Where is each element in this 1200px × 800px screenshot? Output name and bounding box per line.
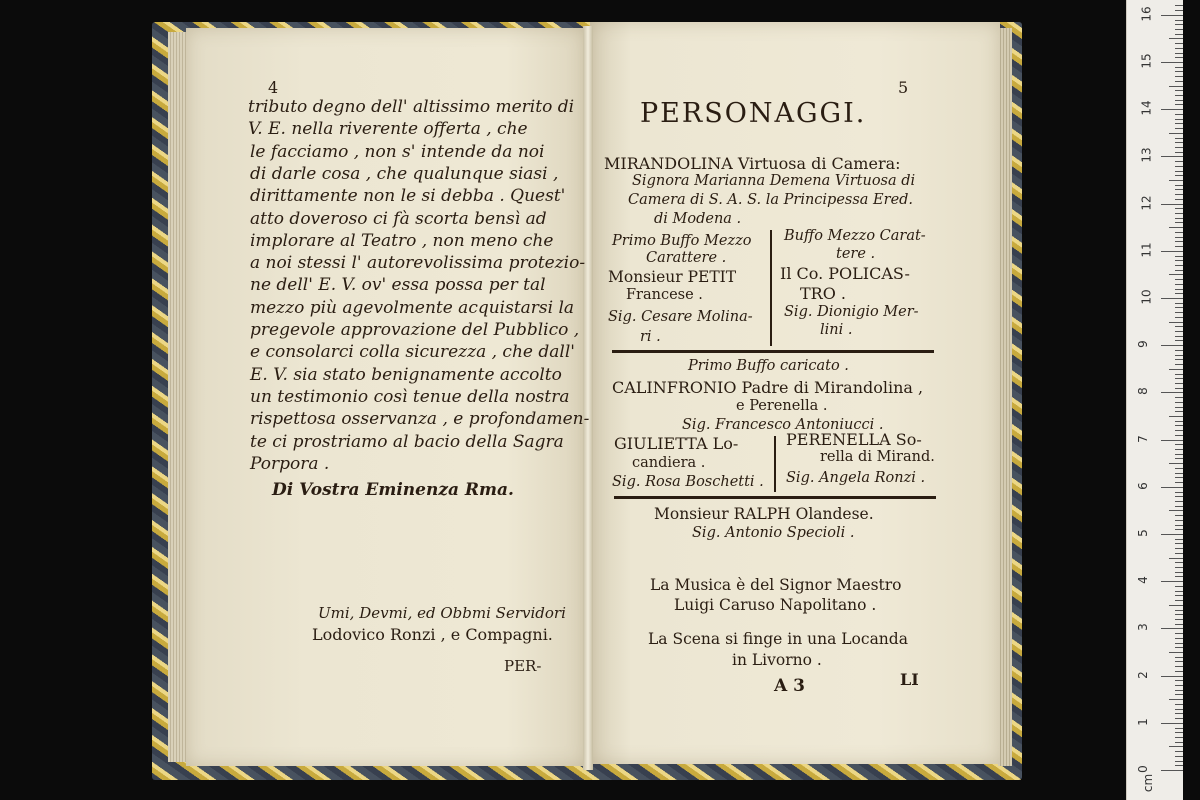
ruler-tick <box>1161 676 1183 677</box>
music-line-1: La Musica è del Signor Maestro <box>650 576 902 594</box>
left-body-line: e consolarci colla sicurezza , che dall' <box>250 342 575 363</box>
left-body-line: dirittamente non le si debba . Quest' <box>250 186 566 207</box>
personaggi-heading: PERSONAGGI. <box>640 98 867 129</box>
ruler-tick <box>1175 657 1183 658</box>
left-page-number: 4 <box>268 78 279 97</box>
pair1-left-2: Carattere . <box>646 250 727 266</box>
ruler-tick <box>1175 364 1183 365</box>
ruler-tick <box>1175 119 1183 120</box>
ruler-tick <box>1175 336 1183 337</box>
book-gutter <box>583 26 593 770</box>
page-edges-left <box>168 32 188 762</box>
mirandolina-name: MIRANDOLINA Virtuosa di Camera: <box>604 154 901 173</box>
ruler-tick <box>1161 770 1183 771</box>
ruler-tick <box>1161 15 1183 16</box>
ruler-tick <box>1175 610 1183 611</box>
ruler-tick <box>1175 29 1183 30</box>
rule-2 <box>614 496 936 499</box>
ruler-tick <box>1175 600 1183 601</box>
left-body-line: E. V. sia stato benignamente accolto <box>250 364 562 385</box>
ruler-tick <box>1175 477 1183 478</box>
ruler-tick <box>1175 222 1183 223</box>
pair1-right-1: Buffo Mezzo Carat- <box>784 228 926 244</box>
ruler-label: 0 <box>1135 765 1150 773</box>
ruler-label: 4 <box>1135 576 1150 585</box>
rule-1 <box>612 350 934 353</box>
ruler-tick <box>1175 520 1183 521</box>
ruler-tick <box>1175 751 1183 752</box>
ruler-tick <box>1161 204 1183 205</box>
ruler-tick <box>1169 369 1183 370</box>
ruler-tick <box>1175 189 1183 190</box>
ruler-tick <box>1175 402 1183 403</box>
ralph-singer: Sig. Antonio Specioli . <box>692 525 855 541</box>
ruler-tick <box>1175 279 1183 280</box>
ruler-tick <box>1175 576 1183 577</box>
ruler-tick <box>1175 718 1183 719</box>
ruler-tick <box>1175 435 1183 436</box>
ruler-label: 1 <box>1135 717 1150 726</box>
ruler-tick <box>1175 515 1183 516</box>
ruler-tick <box>1175 43 1183 44</box>
ruler-tick <box>1175 572 1183 573</box>
music-line-2: Luigi Caruso Napolitano . <box>674 596 877 614</box>
mirandolina-singer-3: di Modena . <box>654 211 742 227</box>
ruler-tick <box>1175 638 1183 639</box>
ruler-tick <box>1169 227 1183 228</box>
ruler-tick <box>1175 685 1183 686</box>
mirandolina-singer-1: Signora Marianna Demena Virtuosa di <box>632 173 916 189</box>
ruler-tick <box>1175 340 1183 341</box>
ruler-tick <box>1161 298 1183 299</box>
ruler-tick <box>1175 586 1183 587</box>
pair2-divider <box>774 436 776 492</box>
ruler-tick <box>1175 449 1183 450</box>
ralph-name: Monsieur RALPH Olandese. <box>654 505 874 523</box>
ruler-tick <box>1175 20 1183 21</box>
ruler-label: 11 <box>1139 242 1154 258</box>
ruler-tick <box>1161 156 1183 157</box>
ruler-tick <box>1161 534 1183 535</box>
left-body-line: tributo degno dell' altissimo merito di <box>248 97 575 117</box>
ruler-tick <box>1161 109 1183 110</box>
ruler-tick <box>1175 256 1183 257</box>
ruler-tick <box>1175 624 1183 625</box>
scene-line-1: La Scena si finge in una Locanda <box>648 630 908 648</box>
page-edges-right <box>998 28 1012 766</box>
ruler-tick <box>1175 756 1183 757</box>
ruler-tick <box>1175 374 1183 375</box>
ruler-label: 2 <box>1135 670 1150 679</box>
ruler-tick <box>1175 114 1183 115</box>
ruler-tick <box>1169 180 1183 181</box>
ruler-tick <box>1175 421 1183 422</box>
ruler-tick <box>1175 104 1183 105</box>
ruler-tick <box>1175 359 1183 360</box>
ruler-label: 9 <box>1135 340 1150 349</box>
closing-line: Di Vostra Eminenza Rma. <box>272 480 514 500</box>
ruler-tick <box>1169 322 1183 323</box>
ruler-tick <box>1175 67 1183 68</box>
ruler-tick <box>1175 123 1183 124</box>
ruler-tick <box>1175 326 1183 327</box>
ruler-tick <box>1175 468 1183 469</box>
calinfronio-second: e Perenella . <box>736 398 828 414</box>
ruler-tick <box>1175 492 1183 493</box>
ruler-tick <box>1175 694 1183 695</box>
ruler-tick <box>1161 628 1183 629</box>
ruler-tick <box>1175 388 1183 389</box>
ruler-tick <box>1169 133 1183 134</box>
ruler-tick <box>1175 270 1183 271</box>
ruler-tick <box>1175 265 1183 266</box>
ruler-tick <box>1175 232 1183 233</box>
ruler-tick <box>1175 444 1183 445</box>
left-body-line: rispettosa osservanza , e profondamen- <box>250 409 590 430</box>
ruler-tick <box>1175 595 1183 596</box>
left-body-line: le facciamo , non s' intende da noi <box>250 141 545 162</box>
left-body-line: implorare al Teatro , non meno che <box>250 230 554 251</box>
ruler-tick <box>1175 506 1183 507</box>
pair2-left-3: Sig. Rosa Boschetti . <box>612 474 764 490</box>
ruler-tick <box>1175 690 1183 691</box>
ruler-tick <box>1169 605 1183 606</box>
ruler-tick <box>1175 317 1183 318</box>
ruler-tick <box>1169 746 1183 747</box>
ruler-tick <box>1175 732 1183 733</box>
ruler-tick <box>1175 246 1183 247</box>
ruler-label: 12 <box>1139 194 1154 211</box>
ruler-tick <box>1175 161 1183 162</box>
ruler-tick <box>1175 614 1183 615</box>
pair1-left-1: Primo Buffo Mezzo <box>612 233 752 249</box>
pair1-right-3: Il Co. POLICAS- <box>780 264 910 283</box>
ruler-tick <box>1175 289 1183 290</box>
left-body-line: ne dell' E. V. ov' essa possa per tal <box>250 275 546 296</box>
ruler-tick <box>1175 350 1183 351</box>
ruler-tick <box>1175 425 1183 426</box>
ruler-tick <box>1175 378 1183 379</box>
measuring-ruler <box>1126 0 1183 800</box>
left-body-line: a noi stessi l' autorevolissima protezio- <box>250 253 586 274</box>
ruler-tick <box>1175 10 1183 11</box>
ruler-tick <box>1175 237 1183 238</box>
ruler-tick <box>1175 704 1183 705</box>
ruler-tick <box>1175 142 1183 143</box>
ruler-tick <box>1161 345 1183 346</box>
ruler-tick <box>1175 293 1183 294</box>
ruler-label: 14 <box>1139 100 1154 116</box>
ruler-tick <box>1175 430 1183 431</box>
pair1-right-2: tere . <box>836 246 876 262</box>
ruler-tick <box>1161 440 1183 441</box>
ruler-tick <box>1169 416 1183 417</box>
pair1-left-4: Francese . <box>626 287 703 303</box>
pair2-left-2: candiera . <box>632 455 706 471</box>
ruler-tick <box>1175 194 1183 195</box>
left-body-line: te ci prostriamo al bacio della Sagra <box>250 431 564 452</box>
left-body-line: di darle cosa , che qualunque siasi , <box>250 163 559 184</box>
ruler-tick <box>1175 260 1183 261</box>
pair2-right-1: PERENELLA So- <box>786 430 922 449</box>
ruler-tick <box>1175 34 1183 35</box>
ruler-tick <box>1161 251 1183 252</box>
ruler-tick <box>1175 407 1183 408</box>
ruler-tick <box>1175 48 1183 49</box>
ruler-tick <box>1175 128 1183 129</box>
ruler-tick <box>1175 152 1183 153</box>
ruler-tick <box>1175 147 1183 148</box>
ruler-label: 8 <box>1135 387 1150 396</box>
calinfronio-singer: Sig. Francesco Antoniucci . <box>682 417 884 433</box>
ruler-tick <box>1175 312 1183 313</box>
left-body-line: pregevole approvazione del Pubblico , <box>250 320 580 340</box>
pair2-left-1: GIULIETTA Lo- <box>614 434 739 453</box>
ruler-tick <box>1175 53 1183 54</box>
left-body-line: mezzo più agevolmente acquistarsi la <box>250 297 575 318</box>
ruler-tick <box>1175 57 1183 58</box>
ruler-tick <box>1175 454 1183 455</box>
ruler-tick <box>1175 166 1183 167</box>
ruler-tick <box>1175 666 1183 667</box>
ruler-tick <box>1161 581 1183 582</box>
pair2-right-3: Sig. Angela Ronzi . <box>786 470 926 486</box>
ruler-tick <box>1175 562 1183 563</box>
ruler-tick <box>1169 558 1183 559</box>
ruler-tick <box>1175 761 1183 762</box>
ruler-label: 15 <box>1139 53 1154 69</box>
ruler-tick <box>1175 208 1183 209</box>
ruler-tick <box>1175 355 1183 356</box>
ruler-tick <box>1175 100 1183 101</box>
ruler-label: 7 <box>1135 434 1150 443</box>
ruler-tick <box>1169 652 1183 653</box>
ruler-tick <box>1175 473 1183 474</box>
ruler-tick <box>1175 482 1183 483</box>
ruler-tick <box>1175 680 1183 681</box>
ruler-tick <box>1161 392 1183 393</box>
pair1-divider <box>770 230 772 346</box>
ruler-tick <box>1175 539 1183 540</box>
ruler-tick <box>1175 397 1183 398</box>
pair1-left-6: ri . <box>640 329 661 345</box>
ruler-tick <box>1175 199 1183 200</box>
ruler-tick <box>1175 643 1183 644</box>
ruler-tick <box>1175 647 1183 648</box>
ruler-tick <box>1175 661 1183 662</box>
ruler-tick <box>1175 24 1183 25</box>
ruler-tick <box>1161 487 1183 488</box>
signature-mark: A 3 <box>774 676 805 696</box>
ruler-label: 5 <box>1135 529 1150 537</box>
ruler-tick <box>1175 671 1183 672</box>
ruler-tick <box>1169 274 1183 275</box>
ruler-tick <box>1169 463 1183 464</box>
ruler-tick <box>1175 619 1183 620</box>
left-body-line: atto doveroso ci fà scorta bensì ad <box>250 208 547 229</box>
left-body-line: Porpora . <box>250 453 330 474</box>
pair1-left-3: Monsieur PETIT <box>608 268 737 286</box>
ruler-tick <box>1175 81 1183 82</box>
ruler-tick <box>1161 62 1183 63</box>
ruler-tick <box>1175 765 1183 766</box>
ruler-tick <box>1175 284 1183 285</box>
ruler-tick <box>1169 38 1183 39</box>
pair1-right-4: TRO . <box>800 284 847 303</box>
scene-line-2: in Livorno . <box>732 651 822 669</box>
ruler-tick <box>1175 331 1183 332</box>
ruler-tick <box>1169 86 1183 87</box>
signature-line: Lodovico Ronzi , e Compagni. <box>312 625 553 644</box>
pair1-right-5: Sig. Dionigio Mer- <box>784 304 919 320</box>
ruler-label: 10 <box>1139 289 1154 305</box>
ruler-tick <box>1175 95 1183 96</box>
right-page-number: 5 <box>898 78 909 97</box>
ruler-tick <box>1175 567 1183 568</box>
ruler-label: 16 <box>1139 6 1154 22</box>
left-body-line: V. E. nella riverente offerta , che <box>248 119 528 140</box>
ruler-tick <box>1175 213 1183 214</box>
ruler-tick <box>1175 713 1183 714</box>
ruler-tick <box>1175 529 1183 530</box>
ruler-tick <box>1175 553 1183 554</box>
ruler-tick <box>1175 138 1183 139</box>
ruler-tick <box>1175 525 1183 526</box>
ruler-tick <box>1175 383 1183 384</box>
ruler-tick <box>1175 90 1183 91</box>
ruler-tick <box>1175 307 1183 308</box>
ruler-tick <box>1175 76 1183 77</box>
ruler-tick <box>1175 496 1183 497</box>
ruler-tick <box>1175 709 1183 710</box>
pair1-right-6: lini . <box>820 322 853 338</box>
ruler-unit: cm <box>1141 773 1156 793</box>
pair2-right-2: rella di Mirand. <box>820 449 935 465</box>
ruler-tick <box>1175 175 1183 176</box>
calinfronio-role: Primo Buffo caricato . <box>688 358 849 374</box>
ruler-label: 6 <box>1135 481 1150 490</box>
ruler-tick <box>1175 501 1183 502</box>
ruler-tick <box>1175 171 1183 172</box>
ruler-tick <box>1175 548 1183 549</box>
ruler-tick <box>1169 699 1183 700</box>
ruler-tick <box>1175 411 1183 412</box>
ruler-tick <box>1175 458 1183 459</box>
ruler-tick <box>1175 742 1183 743</box>
ruler-tick <box>1175 737 1183 738</box>
ruler-tick <box>1175 5 1183 6</box>
calinfronio-name: CALINFRONIO Padre di Mirandolina , <box>612 378 924 397</box>
catchword: PER- <box>504 657 542 675</box>
ruler-label: 13 <box>1139 147 1154 164</box>
ruler-tick <box>1175 71 1183 72</box>
ruler-tick <box>1161 723 1183 724</box>
ruler-tick <box>1175 185 1183 186</box>
ruler-tick <box>1175 633 1183 634</box>
ruler-tick <box>1175 591 1183 592</box>
left-body-line: un testimonio così tenue della nostra <box>250 386 570 407</box>
ruler-tick <box>1175 218 1183 219</box>
ruler-label: 3 <box>1135 623 1150 632</box>
ruler-tick <box>1175 241 1183 242</box>
ruler-tick <box>1175 728 1183 729</box>
ruler-tick <box>1175 543 1183 544</box>
right-mark: LI <box>900 670 919 689</box>
pair1-left-5: Sig. Cesare Molina- <box>608 309 753 325</box>
mirandolina-singer-2: Camera di S. A. S. la Principessa Ered. <box>628 192 914 208</box>
servants-line: Umi, Devmi, ed Obbmi Servidori <box>318 604 566 622</box>
ruler-tick <box>1169 510 1183 511</box>
ruler-tick <box>1175 303 1183 304</box>
